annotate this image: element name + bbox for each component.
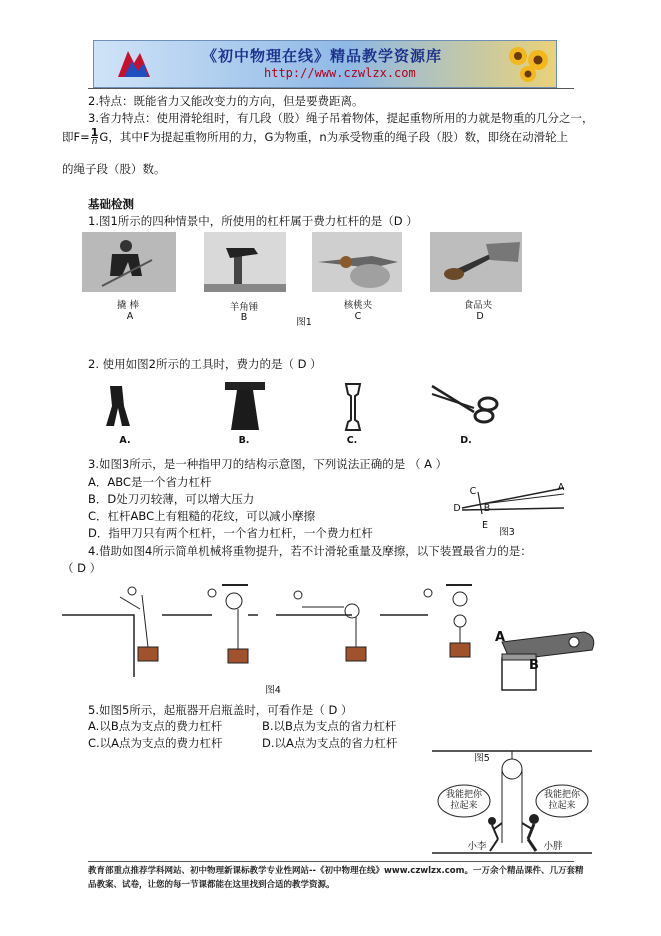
q1-photo-claw-hammer: [204, 232, 286, 292]
opener-label-a: A: [494, 630, 506, 645]
q1-letter-c: C: [354, 311, 362, 322]
q2-letter-b: B.: [238, 435, 250, 446]
banner-url[interactable]: http://www.czwlzx.com: [264, 66, 416, 80]
q1-caption-a: 撬 棒: [116, 300, 140, 311]
q1-caption-d: 食品夹: [463, 300, 493, 311]
formula-suffix: G，其中F为提起重物所用的力，G为物重，n为承受物重的绳子段（股）数，即绕在动滑轮上: [99, 130, 569, 144]
q5-option-b: B.以B点为支点的省力杠杆: [262, 719, 397, 733]
opener-label-b: B: [529, 658, 539, 673]
question-5: 5.如图5所示，起瓶器开启瓶盖时，可看作是（ D ）: [88, 703, 353, 717]
fraction-numerator: 1: [90, 126, 99, 139]
wrench-icon: [342, 382, 364, 432]
q3-label-e: E: [481, 520, 488, 531]
formula-prefix: 即F=: [62, 130, 90, 144]
intro-point-3-end: 的绳子段（股）数。: [62, 162, 166, 176]
figure-4-label: 图4: [265, 685, 281, 696]
pulley-setup-d: [380, 585, 472, 657]
person-crowbar-icon: [82, 232, 176, 292]
q5-option-c: C.以A点为支点的费力杠杆: [88, 736, 223, 750]
q1-photo-nutcracker: [312, 232, 402, 292]
figure-1-label: 图1: [296, 317, 312, 328]
name-label-right: 小胖: [543, 841, 563, 852]
bottle-opener-diagram: [494, 628, 602, 690]
q1-caption-b: 羊角锤: [229, 302, 259, 313]
question-3: 3.如图3所示，是一种指甲刀的结构示意图，下列说法正确的是 （ A ）: [88, 457, 448, 471]
formula-fraction: [91, 128, 99, 147]
pliers-icon: [100, 382, 148, 430]
intro-formula-line: [62, 128, 568, 147]
pulley-setup-b: [162, 585, 258, 663]
q1-caption-c: 核桃夹: [343, 300, 373, 311]
q3-label-d: D: [453, 503, 461, 514]
pulley-setup-a: [62, 587, 158, 677]
sunflower-icon: [504, 44, 550, 84]
q3-label-c: C: [469, 486, 477, 497]
q1-letter-a: A: [126, 311, 134, 322]
stick-figure-right: [522, 814, 539, 851]
question-2: 2. 使用如图2所示的工具时，费力的是（ D ）: [88, 357, 322, 371]
q3-option-d: D．指甲刀只有两个杠杆，一个省力杠杆，一个费力杠杆: [88, 526, 373, 540]
question-1: 1.图1所示的四种情景中，所使用的杠杆属于费力杠杆的是（D ）: [88, 214, 418, 228]
tongs-icon: [430, 232, 522, 292]
q3-option-c: C．杠杆ABC上有粗糙的花纹，可以减小摩擦: [88, 509, 316, 523]
q5-option-a: A.以B点为支点的费力杠杆: [88, 719, 223, 733]
q3-label-a: A: [557, 482, 565, 493]
q1-letter-d: D: [476, 311, 484, 322]
footer-rule: [88, 861, 574, 862]
q2-letter-a: A.: [119, 435, 131, 446]
q1-letter-b: B: [240, 312, 248, 323]
nutcracker-icon: [312, 232, 402, 292]
site-logo-icon: [114, 47, 154, 81]
speech-bubble-right: 我能把你拉起来: [543, 790, 580, 811]
pulley-setup-c: [276, 591, 366, 661]
intro-point-2: 2.特点：既能省力又能改变力的方向，但是要费距离。: [88, 94, 364, 108]
header-banner: [93, 40, 557, 88]
q4-answer: （ D ）: [62, 561, 102, 575]
name-label-left: 小李: [467, 841, 487, 852]
q2-letter-c: C.: [346, 435, 358, 446]
q3-option-a: A．ABC是一个省力杠杆: [88, 475, 212, 489]
section-title: 基础检测: [88, 197, 134, 211]
figure-5-label: 图5: [474, 753, 490, 764]
hammer-icon: [204, 232, 286, 292]
fraction-denominator: n: [91, 137, 98, 147]
q3-option-b: B．D处刀刃较薄，可以增大压力: [88, 492, 255, 506]
intro-point-3: 3.省力特点：使用滑轮组时，有几段（股）绳子吊着物体，提起重物所用的力就是物重的几分之一，: [88, 111, 594, 125]
figure-3-label: 图3: [499, 527, 515, 538]
chopping-tool-icon: [225, 382, 265, 432]
banner-title: 《初中物理在线》精品教学资源库: [202, 47, 443, 65]
q1-photo-crowbar: [82, 232, 176, 292]
scissors-icon: [428, 382, 500, 432]
question-4: 4.借助如图4所示简单机械将重物提升，若不计滑轮重量及摩擦，以下装置最省力的是：: [88, 544, 532, 558]
q5-option-d: D.以A点为支点的省力杠杆: [262, 736, 398, 750]
q1-photo-food-tongs: [430, 232, 522, 292]
footer-text: 教育部重点推荐学科网站、初中物理新课标教学专业性网站--《初中物理在线》www.czwlzx.com。一万余个精品课件、几万套精品教案、试卷，让您的每一节课都能在这里找到合适的教学资源。: [88, 866, 584, 890]
q2-letter-d: D.: [460, 435, 472, 446]
pulley-setups-diagram: [62, 585, 492, 680]
speech-bubble-left: 我能把你拉起来: [445, 790, 482, 811]
header-rule: [88, 88, 574, 89]
q3-label-b: B: [483, 503, 491, 514]
